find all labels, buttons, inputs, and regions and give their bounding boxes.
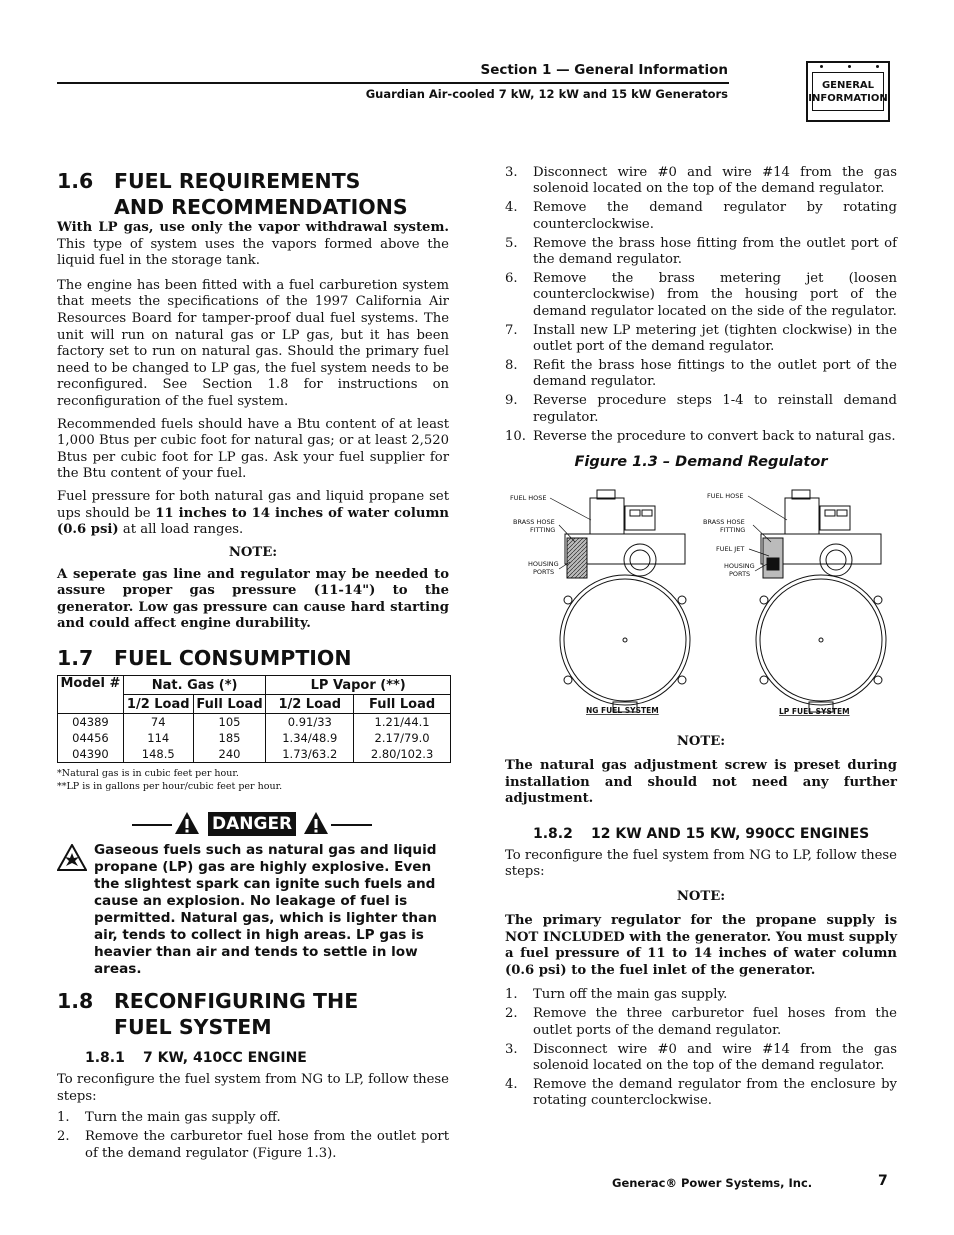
note-label: NOTE: xyxy=(228,544,278,560)
header-rule xyxy=(57,82,729,84)
table-row xyxy=(58,746,451,763)
table-cell: 105 xyxy=(193,714,266,731)
list-item: 9. Reverse procedure steps 1-4 to reinstall demand regulator. xyxy=(505,393,897,425)
note-primary-regulator: The primary regulator for the propane supply is NOT INCLUDED with the generator. You must supply a fuel pressure of 11 to 14 inches of water column (0.6 psi) to the fuel inlet of the generator. xyxy=(505,912,897,978)
paragraph-reconfigure-intro: To reconfigure the fuel system from NG to LP, follow these steps: xyxy=(57,1072,449,1104)
table-cell: 185 xyxy=(193,730,266,746)
table-cell: 1.21/44.1 xyxy=(354,714,451,731)
note-label: NOTE: xyxy=(676,734,726,749)
lp-regulator-drawing xyxy=(756,490,886,712)
list-item: 3. Disconnect wire #0 and wire #14 from the gas solenoid located on the top of the demand regulator. xyxy=(505,165,897,197)
col-header-half-load: 1/2 Load xyxy=(266,695,354,714)
table-row xyxy=(58,714,451,731)
label-fuel-hose: FUEL HOSE xyxy=(707,492,744,500)
list-item: 2. Remove the three carburetor fuel hoses from the outlet ports of the demand regulator. xyxy=(505,1006,897,1038)
list-item: 4. Remove the demand regulator by rotating counterclockwise. xyxy=(505,200,897,232)
ng-regulator-drawing xyxy=(560,490,690,712)
label-ng-fuel-system: NG FUEL SYSTEM xyxy=(586,706,659,715)
table-cell: 1.73/63.2 xyxy=(266,746,354,763)
danger-text: Gaseous fuels such as natural gas and liquid propane (LP) gas are highly explosive. Even the slightest spark can ignite such fuels and cause an explosion. No leakage of fuel is permitted. Natural gas, which is lighter than air, tends to collect in high areas. LP gas is heavier than air and tends to settle in low areas. xyxy=(94,842,437,978)
table-cell: 1.34/48.9 xyxy=(266,730,354,746)
label-brass-hose-fitting: BRASS HOSE xyxy=(703,518,745,526)
warning-triangle-icon xyxy=(303,811,329,835)
label-housing-ports: HOUSING xyxy=(528,560,559,568)
note-label: NOTE: xyxy=(676,888,726,904)
running-header-subtitle: Guardian Air-cooled 7 kW, 12 kW and 15 kW Generators xyxy=(365,87,728,101)
heading-1-7: 1.7 FUEL CONSUMPTION xyxy=(57,646,352,671)
table-cell: 04389 xyxy=(58,714,124,731)
list-item: 7. Install new LP metering jet (tighten clockwise) in the outlet port of the demand regulator. xyxy=(505,322,897,355)
label-fuel-jet: FUEL JET xyxy=(716,545,745,553)
fuel-consumption-table xyxy=(57,675,451,763)
label-lp-fuel-system: LP FUEL SYSTEM xyxy=(779,707,850,716)
list-item: 5. Remove the brass hose fitting from the outlet port of the demand regulator. xyxy=(505,235,897,268)
list-item: 1. Turn off the main gas supply. xyxy=(505,987,728,1003)
heading-1-8-2: 1.8.2 12 KW AND 15 KW, 990CC ENGINES xyxy=(533,825,870,842)
footer-company: Generac® Power Systems, Inc. xyxy=(612,1176,813,1190)
footnote-lp: **LP is in gallons per hour/cubic feet per hour. xyxy=(57,780,283,792)
running-header-section: Section 1 — General Information xyxy=(480,62,728,78)
table-cell: 2.80/102.3 xyxy=(354,746,451,763)
list-item: 10. Reverse the procedure to convert back to natural gas. xyxy=(505,428,896,444)
col-header-nat-gas: Nat. Gas (*) xyxy=(123,676,266,695)
list-item: 4. Remove the demand regulator from the enclosure by rotating counterclockwise. xyxy=(505,1076,897,1109)
heading-1-8: 1.8 RECONFIGURING THE FUEL SYSTEM xyxy=(57,989,359,1040)
heading-1-6: 1.6 FUEL REQUIREMENTS AND RECOMMENDATIONS xyxy=(57,169,408,219)
col-header-model: Model # xyxy=(58,676,124,714)
list-item: 1. Turn the main gas supply off. xyxy=(57,1110,281,1126)
label-housing-ports: PORTS xyxy=(533,568,555,576)
demand-regulator-figure xyxy=(505,480,897,730)
col-header-full-load: Full Load xyxy=(354,695,451,714)
table-cell: 04456 xyxy=(58,730,124,746)
table-cell: 240 xyxy=(193,746,266,763)
explosion-hazard-icon xyxy=(57,844,87,871)
page-number: 7 xyxy=(878,1173,888,1189)
table-cell: 2.17/79.0 xyxy=(354,730,451,746)
col-header-half-load: 1/2 Load xyxy=(123,695,193,714)
col-header-full-load: Full Load xyxy=(193,695,266,714)
label-brass-hose-fitting: FITTING xyxy=(720,526,746,534)
table-cell: 148.5 xyxy=(123,746,193,763)
danger-header xyxy=(132,811,449,837)
list-item: 2. Remove the carburetor fuel hose from the outlet port of the demand regulator (Figure 1.3). xyxy=(57,1129,449,1161)
list-item: 8. Refit the brass hose fittings to the outlet port of the demand regulator. xyxy=(505,357,897,390)
note-ng-adjustment: The natural gas adjustment screw is preset during installation and should not need any further adjustment. xyxy=(505,758,897,807)
table-cell: 0.91/33 xyxy=(266,714,354,731)
section-tab xyxy=(806,61,890,122)
paragraph-carburetion: The engine has been fitted with a fuel carburetion system that meets the specifications of the 1997 California Air Resources Board for tamper-proof dual fuel systems. The unit will run on natural gas or LP gas, but it has been factory set to run on natural gas. Should the primary fuel need to be changed to LP gas, the fuel system needs to be reconfigured. See Section 1.8 for instructions on reconfiguration of the fuel system. xyxy=(57,277,449,409)
list-item: 6. Remove the brass metering jet (loosen counterclockwise) from the housing port of the demand regulator located on the side of the regulator. xyxy=(505,270,897,319)
label-housing-ports: PORTS xyxy=(729,570,751,578)
table-row xyxy=(58,730,451,746)
table-cell: 114 xyxy=(123,730,193,746)
warning-triangle-icon xyxy=(174,811,200,835)
footnote-natural-gas: *Natural gas is in cubic feet per hour. xyxy=(57,768,239,780)
label-fuel-hose: FUEL HOSE xyxy=(510,494,547,502)
note-gas-line: A seperate gas line and regulator may be needed to assure proper gas pressure (11-14") to the generator. Low gas pressure can cause hard starting and could affect engine durability. xyxy=(57,566,449,632)
paragraph-lp-vapor: With LP gas, use only the vapor withdrawal system. This type of system uses the vapors formed above the liquid fuel in the storage tank. xyxy=(57,220,449,269)
steps-list-7kw-part1 xyxy=(57,1110,449,1162)
heading-1-8-1: 1.8.1 7 KW, 410CC ENGINE xyxy=(85,1050,307,1067)
label-housing-ports: HOUSING xyxy=(724,562,755,570)
steps-list-7kw-part2 xyxy=(505,165,897,445)
label-brass-hose-fitting: BRASS HOSE xyxy=(513,518,555,526)
figure-caption: Figure 1.3 – Demand Regulator xyxy=(574,454,828,470)
list-item: 3. Disconnect wire #0 and wire #14 from the gas solenoid located on the top of the demand regulator. xyxy=(505,1041,897,1073)
table-cell: 74 xyxy=(123,714,193,731)
label-brass-hose-fitting: FITTING xyxy=(530,526,556,534)
paragraph-fuel-pressure: Fuel pressure for both natural gas and liquid propane set ups should be 11 inches to 14 inches of water column (0.6 psi) at all load ranges. xyxy=(57,488,449,538)
danger-label: DANGER xyxy=(208,812,296,836)
right-column xyxy=(505,165,897,1112)
paragraph-btu: Recommended fuels should have a Btu content of at least 1,000 Btus per cubic foot for natural gas; or at least 2,520 Btus per cubic foot for LP gas. Ask your fuel supplier for the Btu content of your fuel. xyxy=(57,416,449,482)
col-header-lp-vapor: LP Vapor (**) xyxy=(266,676,451,695)
paragraph-reconfigure-intro: To reconfigure the fuel system from NG to LP, follow these steps: xyxy=(505,847,897,880)
section-tab-label: GENERAL INFORMATION xyxy=(812,72,884,111)
steps-list-12-15kw xyxy=(505,987,897,1109)
table-cell: 04390 xyxy=(58,746,124,763)
left-column xyxy=(57,168,449,1164)
